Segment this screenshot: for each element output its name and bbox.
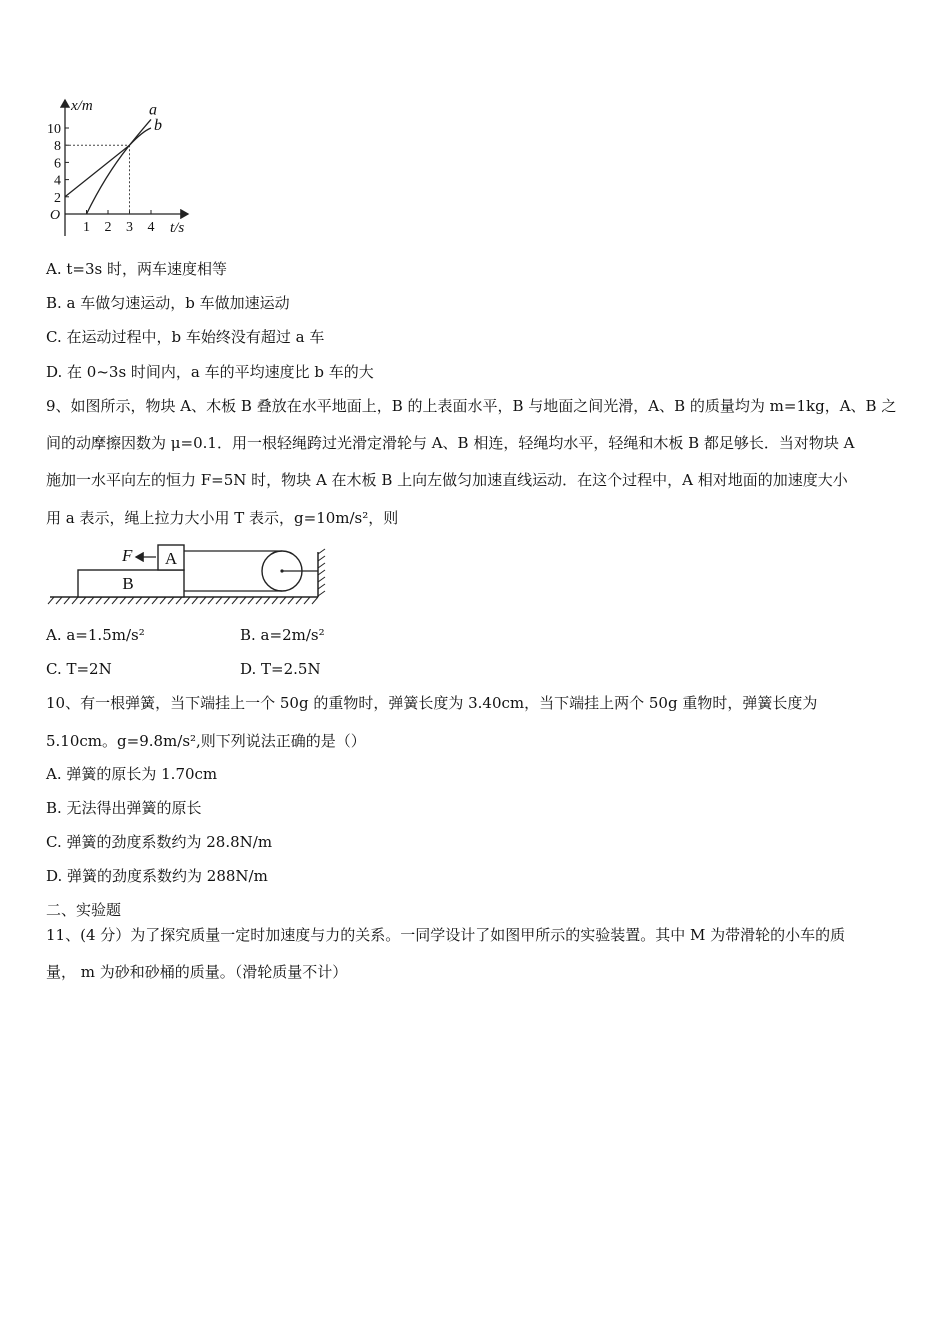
q10-option-c: C. 弹簧的劲度系数约为 28.8N/m xyxy=(46,833,273,851)
q9-stem-line-1: 9、如图所示，物块 A、木板 B 叠放在水平地面上，B 的上表面水平，B 与地面之间光滑，A、B 的质量均为 m=1kg，A、B 之 xyxy=(46,397,897,415)
q8-option-c: C. 在运动过程中，b 车始终没有超过 a 车 xyxy=(46,328,325,346)
q8-option-d: D. 在 0~3s 时间内，a 车的平均速度比 b 车的大 xyxy=(46,363,374,381)
q11-stem-line-2: 量， m 为砂和砂桶的质量。（滑轮质量不计） xyxy=(46,963,348,981)
board-b-label: B xyxy=(122,574,134,593)
q10-stem-line-2: 5.10cm。g=9.8m/s²,则下列说法正确的是（） xyxy=(46,732,366,750)
block-pulley-figure xyxy=(46,540,336,610)
x-tick-label: 1 xyxy=(83,220,90,235)
ground-hatching xyxy=(48,597,318,604)
q8-option-a: A. t=3s 时，两车速度相等 xyxy=(46,260,227,278)
series-a-label: a xyxy=(149,101,157,119)
y-tick-label: 4 xyxy=(54,173,61,189)
q9-option-a: A. a=1.5m/s² xyxy=(46,626,145,644)
y-tick-label: 6 xyxy=(54,156,61,172)
x-tick-label: 2 xyxy=(104,220,112,235)
x-t-graph xyxy=(40,96,200,246)
q10-option-a: A. 弹簧的原长为 1.70cm xyxy=(46,765,218,783)
q9-stem-line-2: 间的动摩擦因数为 μ=0.1．用一根轻绳跨过光滑定滑轮与 A、B 相连，轻绳均水平，轻绳和木板 B 都足够长．当对物块 A xyxy=(46,434,855,452)
y-axis-label: x/m xyxy=(71,98,93,114)
y-tick-label: 10 xyxy=(47,122,61,137)
q9-stem-line-3: 施加一水平向左的恒力 F=5N 时，物块 A 在木板 B 上向左做匀加速直线运动．在这个过程中，A 相对地面的加速度大小 xyxy=(46,471,848,489)
q11-stem-line-1: 11、(4 分）为了探究质量一定时加速度与力的关系。一同学设计了如图甲所示的实验装置。其中 M 为带滑轮的小车的质 xyxy=(46,926,846,944)
q10-stem-line-1: 10、有一根弹簧，当下端挂上一个 50g 的重物时，弹簧长度为 3.40cm，当下端挂上两个 50g 重物时，弹簧长度为 xyxy=(46,694,818,712)
q8-option-b: B. a 车做匀速运动，b 车做加速运动 xyxy=(46,294,290,312)
origin-label: O xyxy=(50,208,61,223)
q10-option-b: B. 无法得出弹簧的原长 xyxy=(46,799,202,817)
force-label: F xyxy=(122,546,133,565)
q9-option-d: D. T=2.5N xyxy=(240,660,321,678)
wall-hatching xyxy=(318,549,325,596)
q10-option-d: D. 弹簧的劲度系数约为 288N/m xyxy=(46,867,268,885)
section-title: 二、实验题 xyxy=(46,901,122,919)
y-tick-label: 2 xyxy=(54,190,61,206)
y-tick-label: 8 xyxy=(54,139,61,155)
block-a-label: A xyxy=(164,549,178,568)
q9-option-b: B. a=2m/s² xyxy=(240,626,325,644)
q9-option-c: C. T=2N xyxy=(46,660,112,678)
series-b-line xyxy=(65,128,151,197)
x-axis-label: t/s xyxy=(170,220,185,236)
series-b-label: b xyxy=(154,117,162,134)
x-tick-label: 4 xyxy=(147,220,155,235)
q9-stem-line-4: 用 a 表示，绳上拉力大小用 T 表示，g=10m/s²，则 xyxy=(46,509,399,527)
x-tick-label: 3 xyxy=(126,220,133,235)
